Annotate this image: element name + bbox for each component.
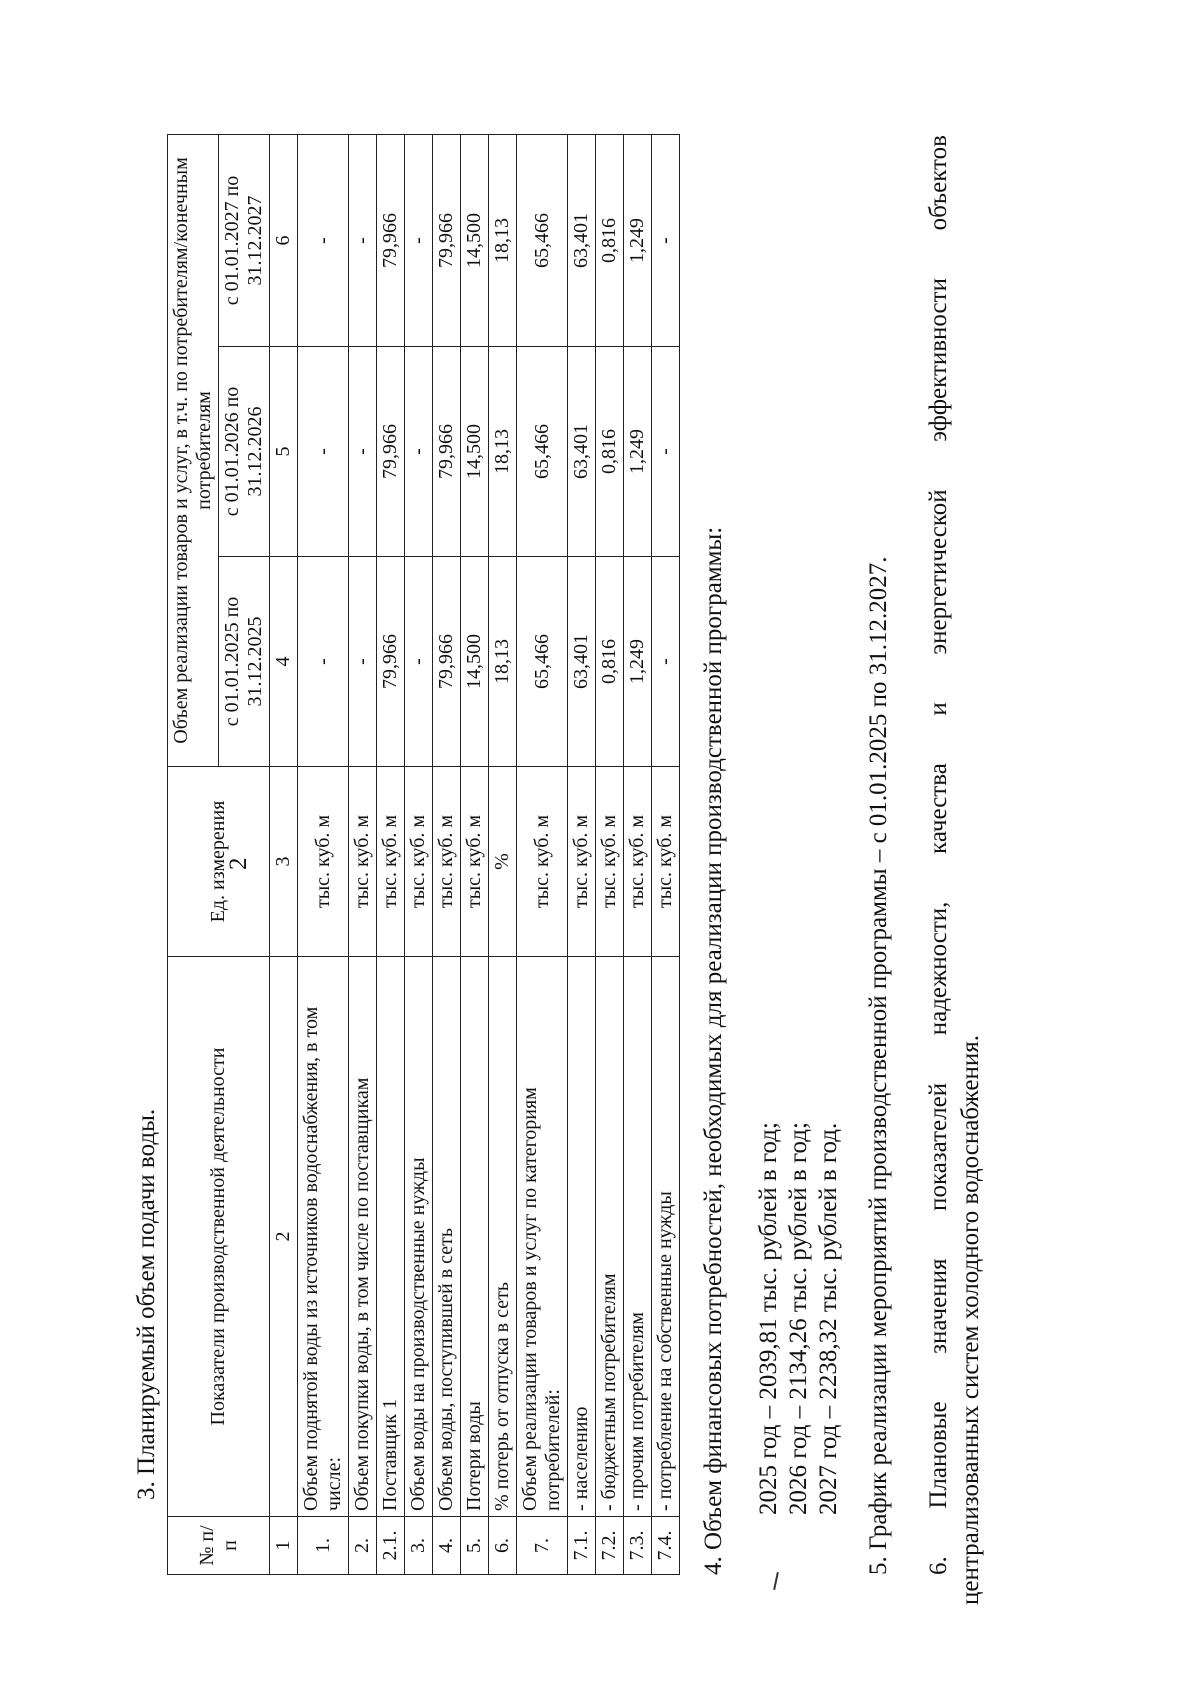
row-num: 7.3. [624, 1517, 652, 1575]
row-value-2026: - [298, 347, 349, 557]
row-unit: тыс. куб. м [298, 767, 349, 957]
row-value-2026: - [349, 347, 377, 557]
section6-word: эффективности [925, 278, 952, 442]
section6-word: надежности, [925, 901, 952, 1036]
row-indicator: Объем воды, поступившей в сеть [433, 957, 461, 1517]
row-num: 2.1. [377, 1517, 405, 1575]
row-indicator: - потребление на собственные нужды [652, 957, 680, 1517]
table-row [349, 134, 377, 1574]
table-header-row [168, 134, 219, 1574]
section6-line2: централизованных систем холодного водоснабжения. [957, 1035, 984, 1605]
table-row [517, 134, 568, 1574]
section4-title: 4. Объем финансовых потребностей, необходимых для реализации производственной программы: [700, 526, 727, 1575]
finance-line-2027: 2027 год – 2238,32 тыс. рублей в год. [815, 1122, 842, 1515]
section6-word: значения [925, 1258, 952, 1354]
section6-word: и [925, 702, 952, 716]
row-num: 4. [433, 1517, 461, 1575]
row-value-2026: - [652, 347, 680, 557]
row-value-2027: 14,500 [461, 134, 489, 346]
row-indicator: Объем воды на производственные нужды [405, 957, 433, 1517]
header-period-2026: с 01.01.2026 по 31.12.2026 [219, 347, 270, 557]
row-unit: тыс. куб. м [652, 767, 680, 957]
col-number: 5 [270, 347, 298, 557]
row-value-2026: 1,249 [624, 347, 652, 557]
row-num: 3. [405, 1517, 433, 1575]
row-value-2025: - [652, 557, 680, 767]
row-value-2026: 63,401 [568, 347, 596, 557]
table-row [489, 134, 517, 1574]
row-unit: тыс. куб. м [568, 767, 596, 957]
row-value-2025: 1,249 [624, 557, 652, 767]
col-number: 2 [270, 957, 298, 1517]
col-number: 6 [270, 134, 298, 346]
header-volume-group: Объем реализации товаров и услуг, в т.ч. по потребителям/конечным потребителям [168, 134, 219, 766]
table-row [298, 134, 349, 1574]
row-value-2027: - [405, 134, 433, 346]
row-num: 5. [461, 1517, 489, 1575]
row-value-2025: 79,966 [433, 557, 461, 767]
row-unit: тыс. куб. м [377, 767, 405, 957]
row-value-2026: 79,966 [377, 347, 405, 557]
table-row [377, 134, 405, 1574]
section3-title: 3. Планируемый объем подачи воды. [133, 1108, 160, 1500]
row-value-2027: - [652, 134, 680, 346]
header-unit: Ед. измерения [168, 767, 270, 957]
row-value-2026: 65,466 [517, 347, 568, 557]
table-row [624, 134, 652, 1574]
row-indicator: % потерь от отпуска в сеть [489, 957, 517, 1517]
row-value-2026: 14,500 [461, 347, 489, 557]
header-period-2027: с 01.01.2027 по 31.12.2027 [219, 134, 270, 346]
row-unit: тыс. куб. м [349, 767, 377, 957]
header-period-2025: с 01.01.2025 по 31.12.2025 [219, 557, 270, 767]
row-indicator: - населению [568, 957, 596, 1517]
row-unit: тыс. куб. м [596, 767, 624, 957]
row-value-2026: 79,966 [433, 347, 461, 557]
row-num: 7.1. [568, 1517, 596, 1575]
row-value-2027: 79,966 [377, 134, 405, 346]
row-value-2025: 18,13 [489, 557, 517, 767]
section6-word: объектов [925, 135, 952, 231]
row-unit: % [489, 767, 517, 957]
row-num: 7.2. [596, 1517, 624, 1575]
row-value-2027: 18,13 [489, 134, 517, 346]
row-value-2027: 65,466 [517, 134, 568, 346]
row-num: 7.4. [652, 1517, 680, 1575]
col-number: 1 [270, 1517, 298, 1575]
row-indicator: Объем покупки воды, в том числе по поставщикам [349, 957, 377, 1517]
table-row [652, 134, 680, 1574]
column-number-row [270, 134, 298, 1574]
row-unit: тыс. куб. м [624, 767, 652, 957]
row-value-2026: - [405, 347, 433, 557]
row-value-2027: - [349, 134, 377, 346]
row-value-2027: 79,966 [433, 134, 461, 346]
row-indicator: Поставщик 1 [377, 957, 405, 1517]
row-indicator: Потери воды [461, 957, 489, 1517]
row-indicator: Объем поднятой воды из источников водоснабжения, в том числе: [298, 957, 349, 1517]
row-num: 1. [298, 1517, 349, 1575]
row-value-2026: 18,13 [489, 347, 517, 557]
page-number: 2 [225, 857, 252, 870]
production-table [167, 134, 680, 1575]
row-value-2027: 1,249 [624, 134, 652, 346]
table-row [461, 134, 489, 1574]
section6-word: показателей [925, 1082, 952, 1211]
row-value-2025: 14,500 [461, 557, 489, 767]
table-row [568, 134, 596, 1574]
finance-line-2026: 2026 год – 2134,26 тыс. рублей в год; [785, 1122, 812, 1515]
section6-word: качества [925, 763, 952, 854]
section5-text: 5. График реализации мероприятий производственной программы – с 01.01.2025 по 31.12.2027. [865, 556, 892, 1575]
row-value-2027: 0,816 [596, 134, 624, 346]
row-unit: тыс. куб. м [405, 767, 433, 957]
rotated-page-content [130, 105, 1080, 1605]
row-unit: тыс. куб. м [461, 767, 489, 957]
row-num: 7. [517, 1517, 568, 1575]
row-value-2025: 65,466 [517, 557, 568, 767]
header-indicator: Показатели производственной деятельности [168, 957, 270, 1517]
row-unit: тыс. куб. м [433, 767, 461, 957]
row-unit: тыс. куб. м [517, 767, 568, 957]
section6-line1 [925, 135, 953, 1575]
row-value-2025: - [349, 557, 377, 767]
row-value-2027: 63,401 [568, 134, 596, 346]
table-row [433, 134, 461, 1574]
row-value-2025: 79,966 [377, 557, 405, 767]
row-value-2026: 0,816 [596, 347, 624, 557]
section6-word: Плановые [925, 1401, 952, 1509]
row-value-2025: 63,401 [568, 557, 596, 767]
col-number: 4 [270, 557, 298, 767]
row-num: 6. [489, 1517, 517, 1575]
row-num: 2. [349, 1517, 377, 1575]
row-value-2027: - [298, 134, 349, 346]
section6-word: энергетической [925, 489, 952, 655]
section6-word: 6. [925, 1556, 952, 1575]
col-number: 3 [270, 767, 298, 957]
row-value-2025: - [405, 557, 433, 767]
row-indicator: - бюджетным потребителям [596, 957, 624, 1517]
table-row [405, 134, 433, 1574]
header-num: № п/п [168, 1517, 270, 1575]
row-indicator: Объем реализации товаров и услуг по категориям потребителей: [517, 957, 568, 1517]
finance-line-2025: 2025 год – 2039,81 тыс. рублей в год; [755, 1122, 782, 1515]
table-row [596, 134, 624, 1574]
row-value-2025: 0,816 [596, 557, 624, 767]
row-value-2025: - [298, 557, 349, 767]
row-indicator: - прочим потребителям [624, 957, 652, 1517]
